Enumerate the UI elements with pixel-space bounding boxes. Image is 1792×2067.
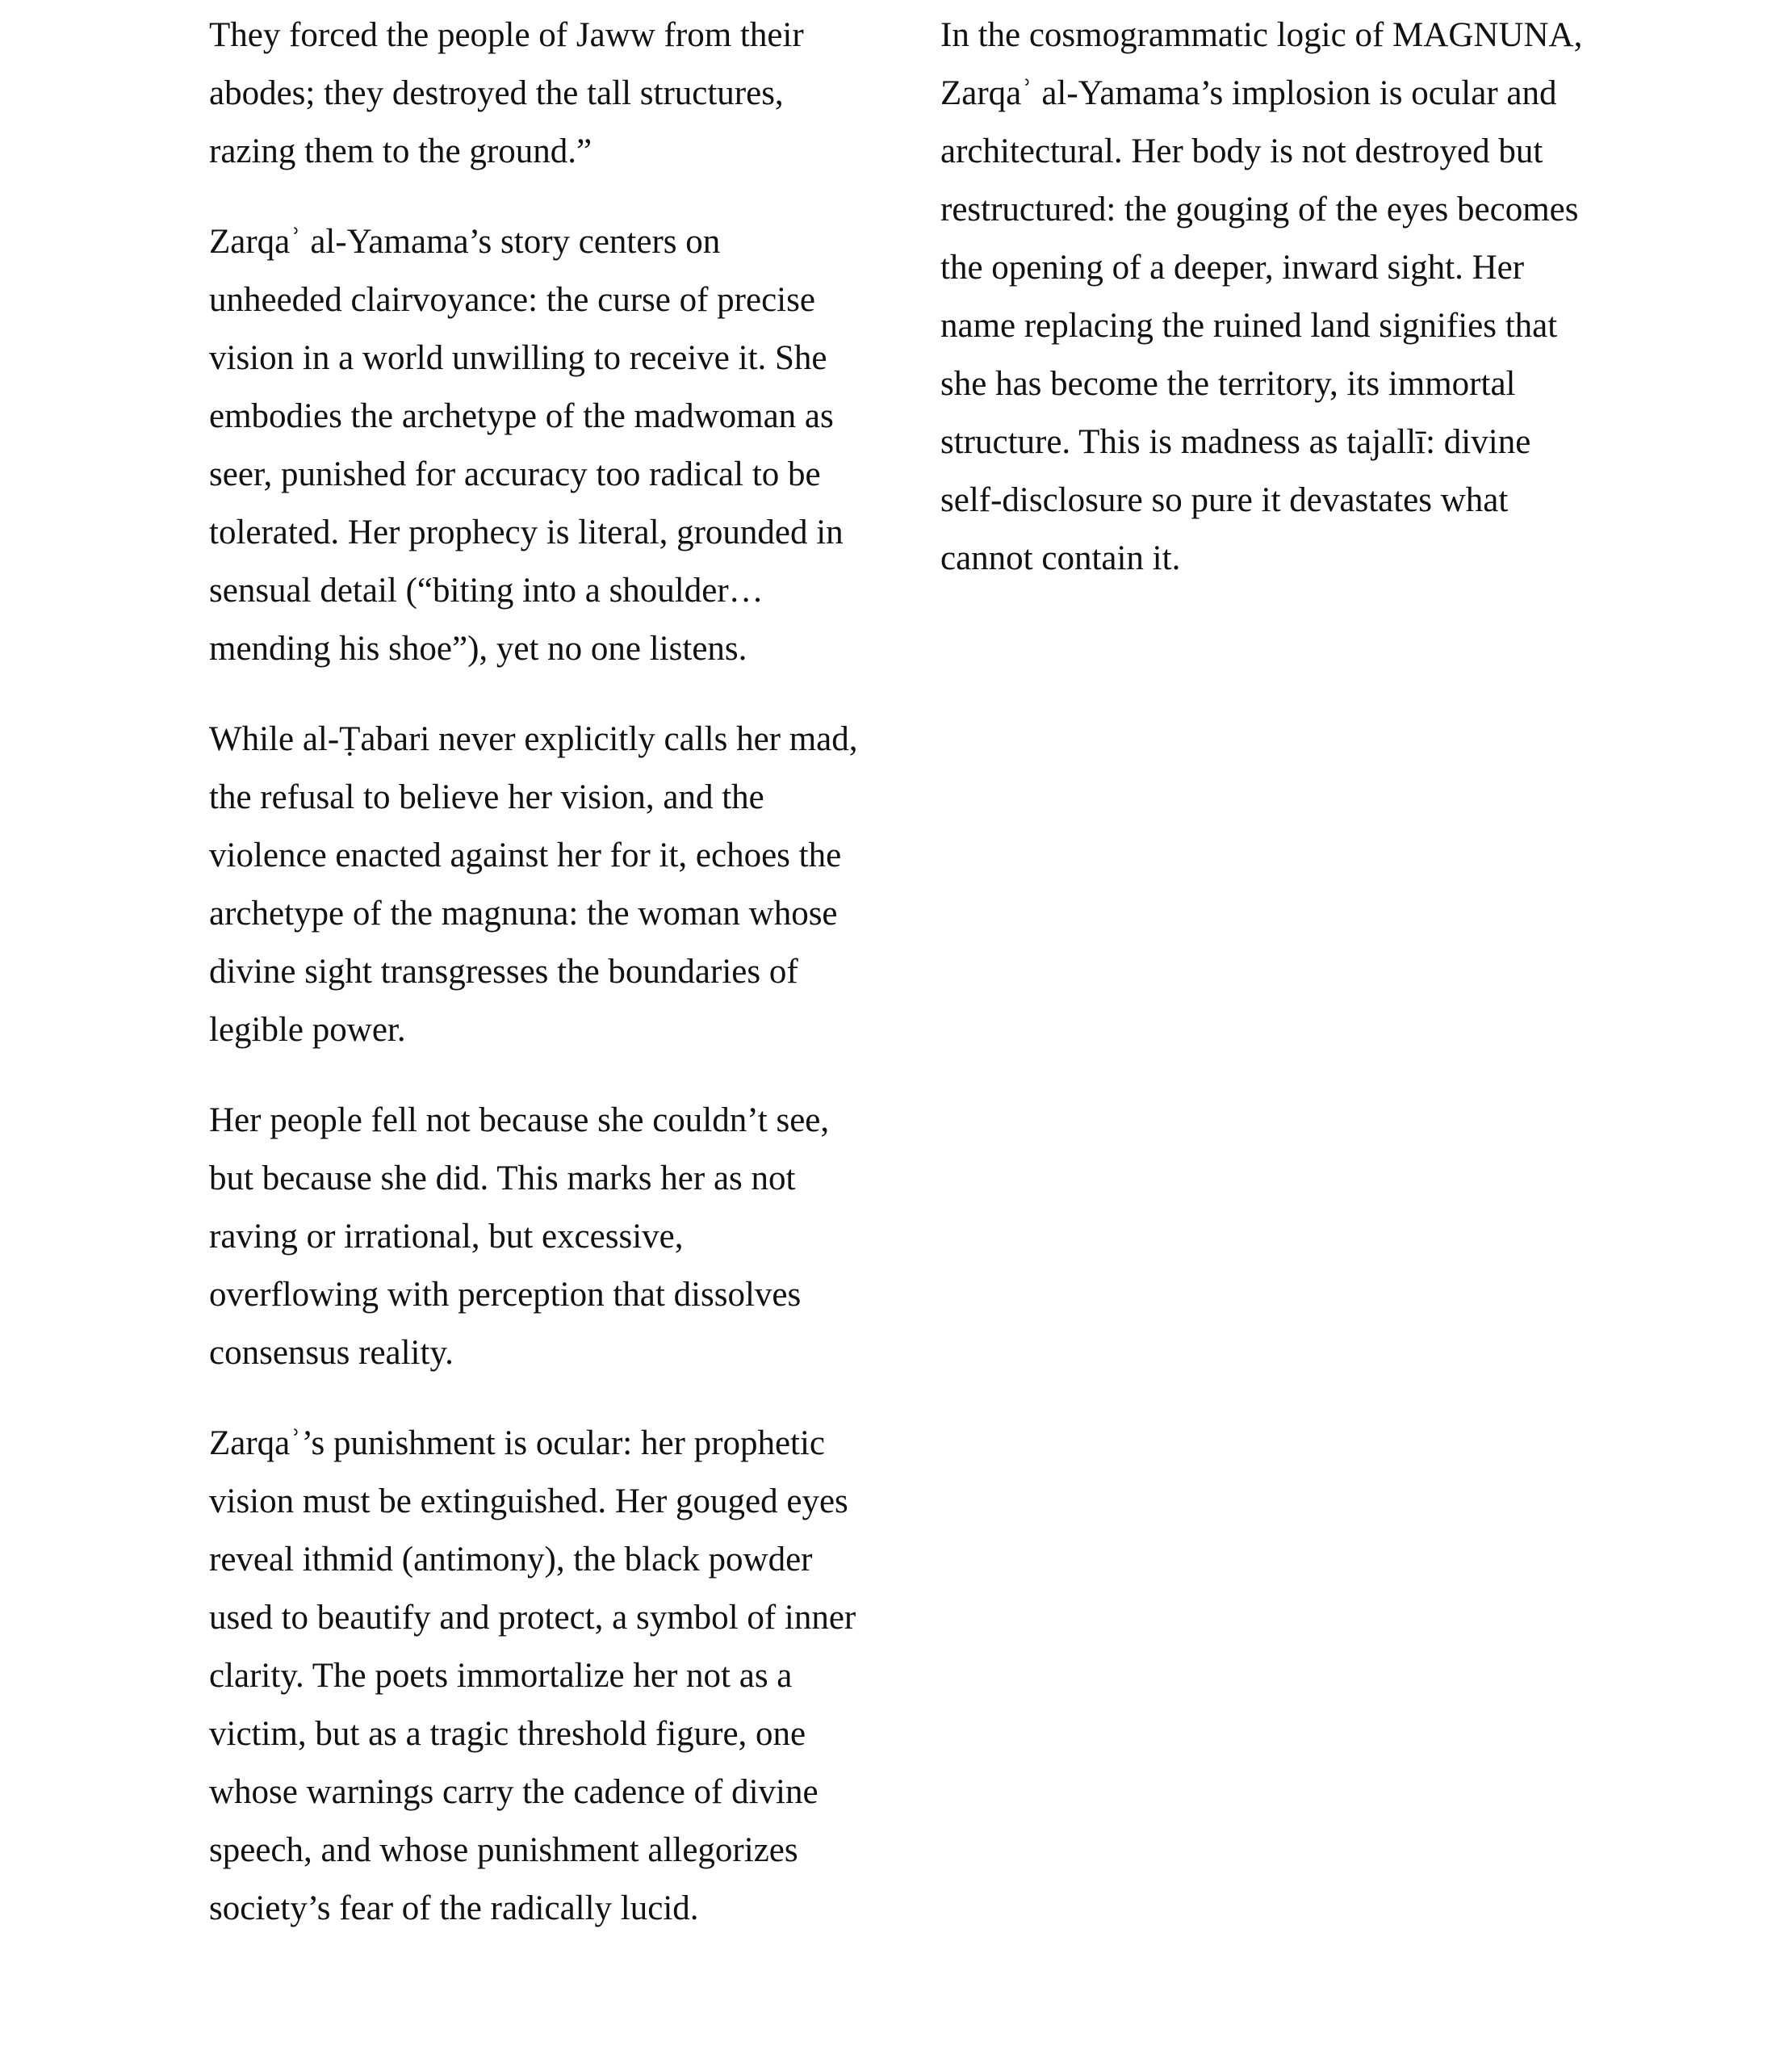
text-line: violence enacted against her for it, echoes the — [209, 836, 842, 874]
text-line: victim, but as a tragic threshold figure, one — [209, 1715, 806, 1753]
text-line: speech, and whose punishment allegorizes — [209, 1831, 798, 1869]
text-line: sensual detail (“biting into a shoulder… — [209, 572, 764, 610]
text-line: overflowing with perception that dissolves — [209, 1276, 802, 1314]
text-line: They forced the people of Jaww from their — [209, 16, 804, 54]
text-line: vision in a world unwilling to receive it. She — [209, 339, 827, 377]
paragraph-ocular-punishment — [209, 1415, 871, 1938]
text-line: archetype of the magnuna: the woman whose — [209, 895, 838, 933]
text-line: razing them to the ground.” — [209, 132, 592, 170]
text-line: embodies the archetype of the madwoman as — [209, 397, 834, 435]
text-line: used to beautify and protect, a symbol of inner — [209, 1599, 856, 1637]
text-line: she has become the territory, its immortal — [940, 365, 1516, 403]
text-line: cannot contain it. — [940, 539, 1181, 577]
paragraph-unheeded-clairvoyance — [209, 213, 871, 678]
paragraph-jaww-quote-ending — [209, 6, 871, 181]
text-line: name replacing the ruined land signifies that — [940, 307, 1558, 345]
text-line: While al-Ṭabari never explicitly calls her mad, — [209, 720, 858, 758]
left-column — [209, 6, 871, 1970]
text-line: Zarqaʾ al-Yamama’s story centers on — [209, 223, 721, 261]
text-line: In the cosmogrammatic logic of MAGNUNA, — [940, 16, 1583, 54]
text-line: self-disclosure so pure it devastates what — [940, 481, 1509, 519]
text-line: the opening of a deeper, inward sight. Her — [940, 249, 1525, 287]
text-line: vision must be extinguished. Her gouged eyes — [209, 1482, 848, 1520]
text-line: restructured: the gouging of the eyes becomes — [940, 191, 1579, 229]
text-line: divine sight transgresses the boundaries of — [209, 953, 798, 991]
text-line: raving or irrational, but excessive, — [209, 1218, 684, 1256]
text-line: society’s fear of the radically lucid. — [209, 1889, 699, 1927]
text-line: the refusal to believe her vision, and the — [209, 778, 764, 816]
text-line: clarity. The poets immortalize her not as a — [209, 1657, 793, 1695]
paragraph-cosmogrammatic-logic — [940, 6, 1610, 588]
text-line: tolerated. Her prophecy is literal, grounded in — [209, 514, 844, 551]
text-line: abodes; they destroyed the tall structures, — [209, 74, 784, 112]
text-line: architectural. Her body is not destroyed but — [940, 132, 1543, 170]
text-line: Her people fell not because she couldn’t see, — [209, 1101, 830, 1139]
right-column — [940, 6, 1610, 620]
text-line: structure. This is madness as tajallī: divine — [940, 423, 1531, 461]
text-line: seer, punished for accuracy too radical to be — [209, 455, 821, 493]
text-line: but because she did. This marks her as not — [209, 1159, 796, 1197]
text-line: mending his shoe”), yet no one listens. — [209, 630, 747, 668]
text-line: Zarqaʾ’s punishment is ocular: her prophetic — [209, 1424, 826, 1462]
text-line: whose warnings carry the cadence of divine — [209, 1773, 819, 1811]
text-line: Zarqaʾ al-Yamama’s implosion is ocular and — [940, 74, 1557, 112]
text-line: unheeded clairvoyance: the curse of precise — [209, 281, 815, 319]
paragraph-her-people-fell — [209, 1092, 871, 1382]
text-line: legible power. — [209, 1011, 406, 1049]
paragraph-al-tabari — [209, 711, 871, 1059]
text-line: consensus reality. — [209, 1334, 454, 1372]
text-line: reveal ithmid (antimony), the black powder — [209, 1541, 813, 1579]
